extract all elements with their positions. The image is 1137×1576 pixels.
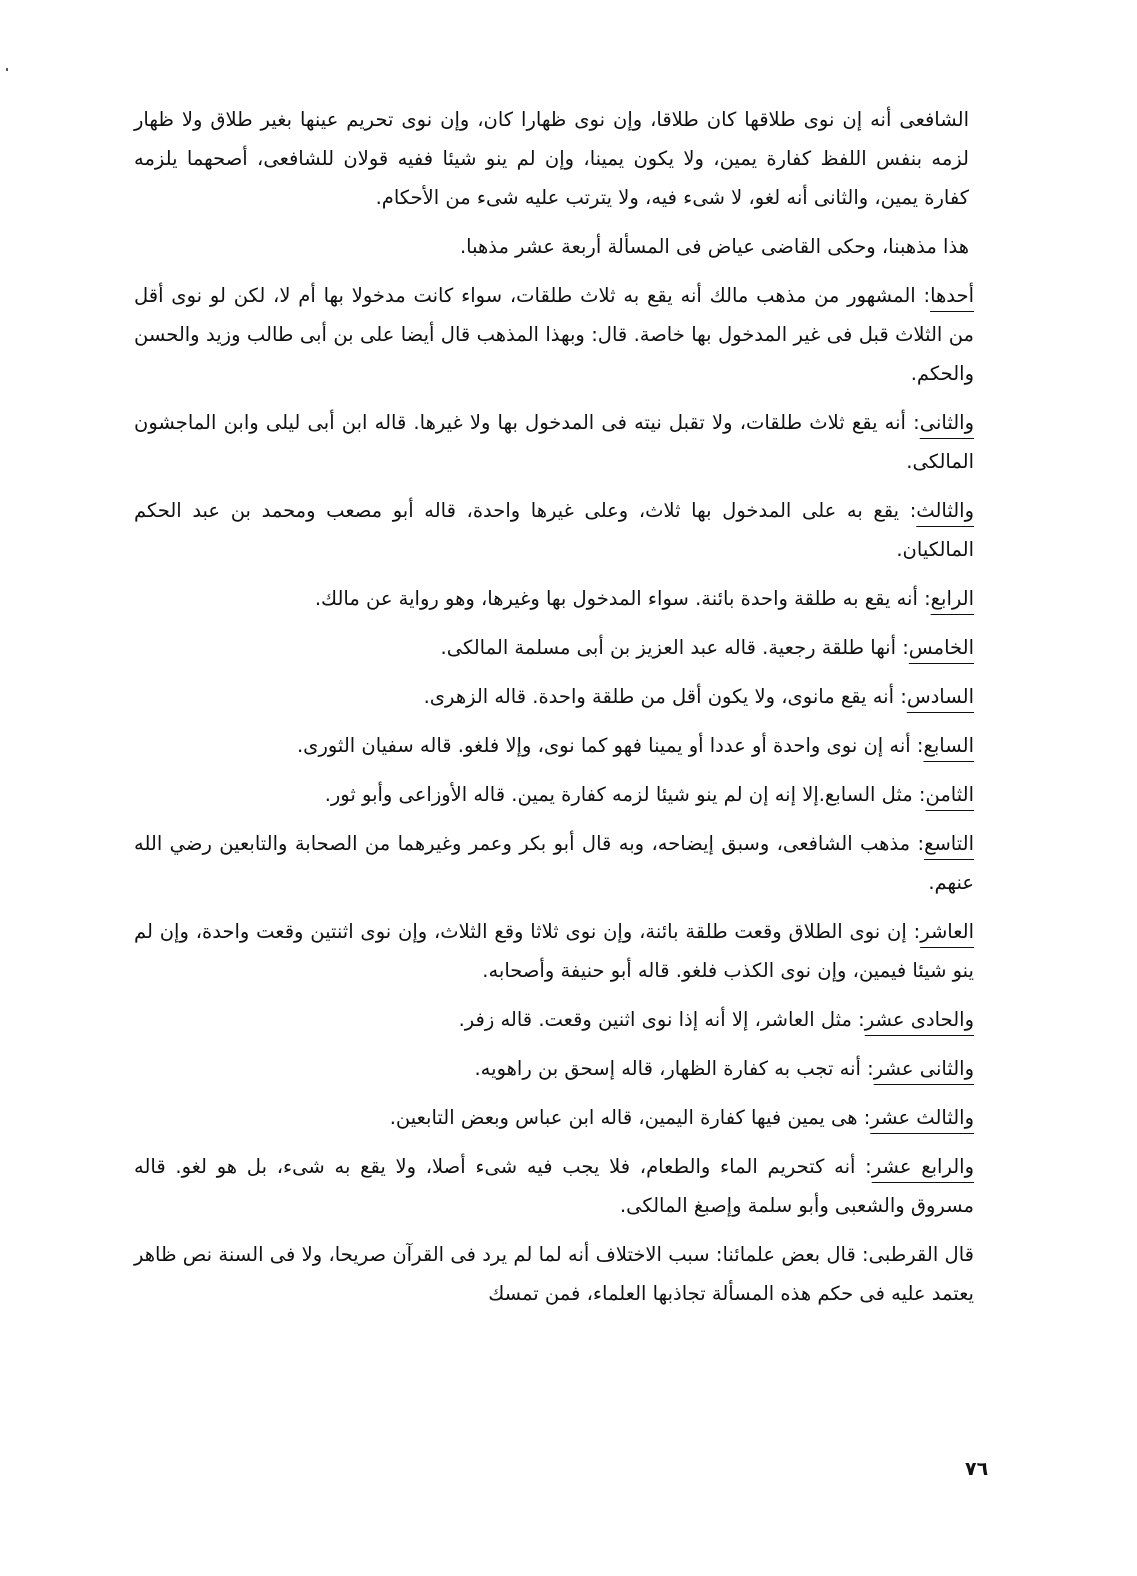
paragraph-text: : مثل العاشر، إلا أنه إذا نوى اثنين وقعت. قاله زفر.: [458, 1008, 865, 1031]
opinion-label: والحادى عشر: [864, 1008, 974, 1031]
paragraph-opinion-10: [134, 912, 1004, 990]
paragraph-opinion-9: [134, 824, 1004, 902]
paragraph-intro: [134, 227, 1004, 266]
paragraph-text: : أنه تجب به كفارة الظهار، قاله إسحق بن راهويه.: [474, 1057, 874, 1080]
scan-speck: [6, 68, 8, 71]
paragraph-opinion-6: [134, 677, 1004, 716]
opinion-label: أحدها: [930, 284, 974, 307]
opinion-label: الرابع: [930, 587, 974, 610]
paragraph-opinion-12: [134, 1049, 1004, 1088]
paragraph-text: هذا مذهبنا، وحكى القاضى عياض فى المسألة أربعة عشر مذهبا.: [459, 235, 969, 258]
paragraph-text: الشافعى أنه إن نوى طلاقها كان طلاقا، وإن نوى ظهارا كان، وإن نوى تحريم عينها بغير طلاق ولا ظهار لزمه بنفس اللفظ كفارة يمين، ولا يكون يمينا، وإن لم ينو شيئا ففيه قولان للشافعى، أصحهما يلزمه كفارة يمين، والثانى أنه لغو، لا شىء فيه، ولا يترتب عليه شىء من الأحكام.: [134, 108, 969, 209]
paragraph-opinion-4: [134, 579, 1004, 618]
paragraph-opinion-11: [134, 1000, 1004, 1039]
paragraph-text: : هى يمين فيها كفارة اليمين، قاله ابن عباس وبعض التابعين.: [389, 1106, 871, 1129]
opinion-label: والثالث: [916, 499, 974, 522]
paragraph-text: : أنه يقع مانوى، ولا يكون أقل من طلقة واحدة. قاله الزهرى.: [423, 685, 907, 708]
opinion-label: السابع: [923, 734, 974, 757]
paragraph-text: : يقع به على المدخول بها ثلاث، وعلى غيرها واحدة، قاله أبو مصعب ومحمد بن عبد الحكم المالكيان.: [134, 499, 974, 561]
opinion-label: والثالث عشر: [870, 1106, 974, 1129]
paragraph-continuation: [134, 100, 1004, 217]
paragraph-text: قال القرطبى: قال بعض علمائنا: سبب الاختلاف أنه لما لم يرد فى القرآن صريحا، ولا فى السنة نص ظاهر يعتمد عليه فى حكم هذه المسألة تجاذبها العلماء، فمن تمسك: [134, 1243, 974, 1305]
paragraph-text: : أنه إن نوى واحدة أو عددا أو يمينا فهو كما نوى، وإلا فلغو. قاله سفيان الثورى.: [296, 734, 924, 757]
paragraph-text: : أنه يقع به طلقة واحدة بائنة. سواء المدخول بها وغيرها، وهو رواية عن مالك.: [314, 587, 931, 610]
paragraph-text: : أنه يقع ثلاث طلقات، ولا تقبل نيته فى المدخول بها ولا غيرها. قاله ابن أبى ليلى وابن الماجشون المالكى.: [134, 411, 974, 473]
opinion-label: التاسع: [924, 832, 974, 855]
opinion-label: السادس: [906, 685, 974, 708]
opinion-label: العاشر: [920, 920, 974, 943]
paragraph-text: : أنها طلقة رجعية. قاله عبد العزيز بن أبى مسلمة المالكى.: [440, 636, 909, 659]
paragraph-opinion-13: [134, 1098, 1004, 1137]
paragraph-text: : مذهب الشافعى، وسبق إيضاحه، وبه قال أبو بكر وعمر وغيرهما من الصحابة والتابعين رضي الله عنهم.: [134, 832, 974, 894]
paragraph-text: : المشهور من مذهب مالك أنه يقع به ثلاث طلقات، سواء كانت مدخولا بها أم لا، لكن لو نوى أقل من الثلاث قبل فى غير المدخول بها خاصة. قال: وبهذا المذهب قال أيضا على بن أبى طالب وزيد والحسن والحكم.: [134, 284, 974, 385]
paragraph-opinion-8: [134, 775, 1004, 814]
paragraph-text: : مثل السابع.إلا إنه إن لم ينو شيئا لزمه كفارة يمين. قاله الأوزاعى وأبو ثور.: [324, 783, 926, 806]
opinion-label: الثامن: [925, 783, 974, 806]
paragraph-opinion-3: [134, 491, 1004, 569]
opinion-label: والثانى عشر: [873, 1057, 974, 1080]
page-number: ٧٦: [965, 1458, 989, 1480]
paragraph-opinion-2: [134, 403, 1004, 481]
paragraph-text: : إن نوى الطلاق وقعت طلقة بائنة، وإن نوى ثلاثا وقع الثلاث، وإن نوى اثنتين وقعت واحدة، وإن لم ينو شيئا فيمين، وإن نوى الكذب فلغو. قاله أبو حنيفة وأصحابه.: [134, 920, 974, 982]
opinion-label: الخامس: [908, 636, 974, 659]
opinion-label: والثانى: [919, 411, 974, 434]
paragraph-qurtubi: [134, 1235, 1004, 1313]
page-body: [134, 100, 1004, 1323]
paragraph-opinion-7: [134, 726, 1004, 765]
opinion-label: والرابع عشر: [871, 1155, 974, 1178]
paragraph-opinion-14: [134, 1147, 1004, 1225]
paragraph-text: : أنه كتحريم الماء والطعام، فلا يجب فيه شىء أصلا، ولا يقع به شىء، بل هو لغو. قاله مسروق والشعبى وأبو سلمة وإصبغ المالكى.: [134, 1155, 974, 1217]
paragraph-opinion-5: [134, 628, 1004, 667]
paragraph-opinion-1: [134, 276, 1004, 393]
